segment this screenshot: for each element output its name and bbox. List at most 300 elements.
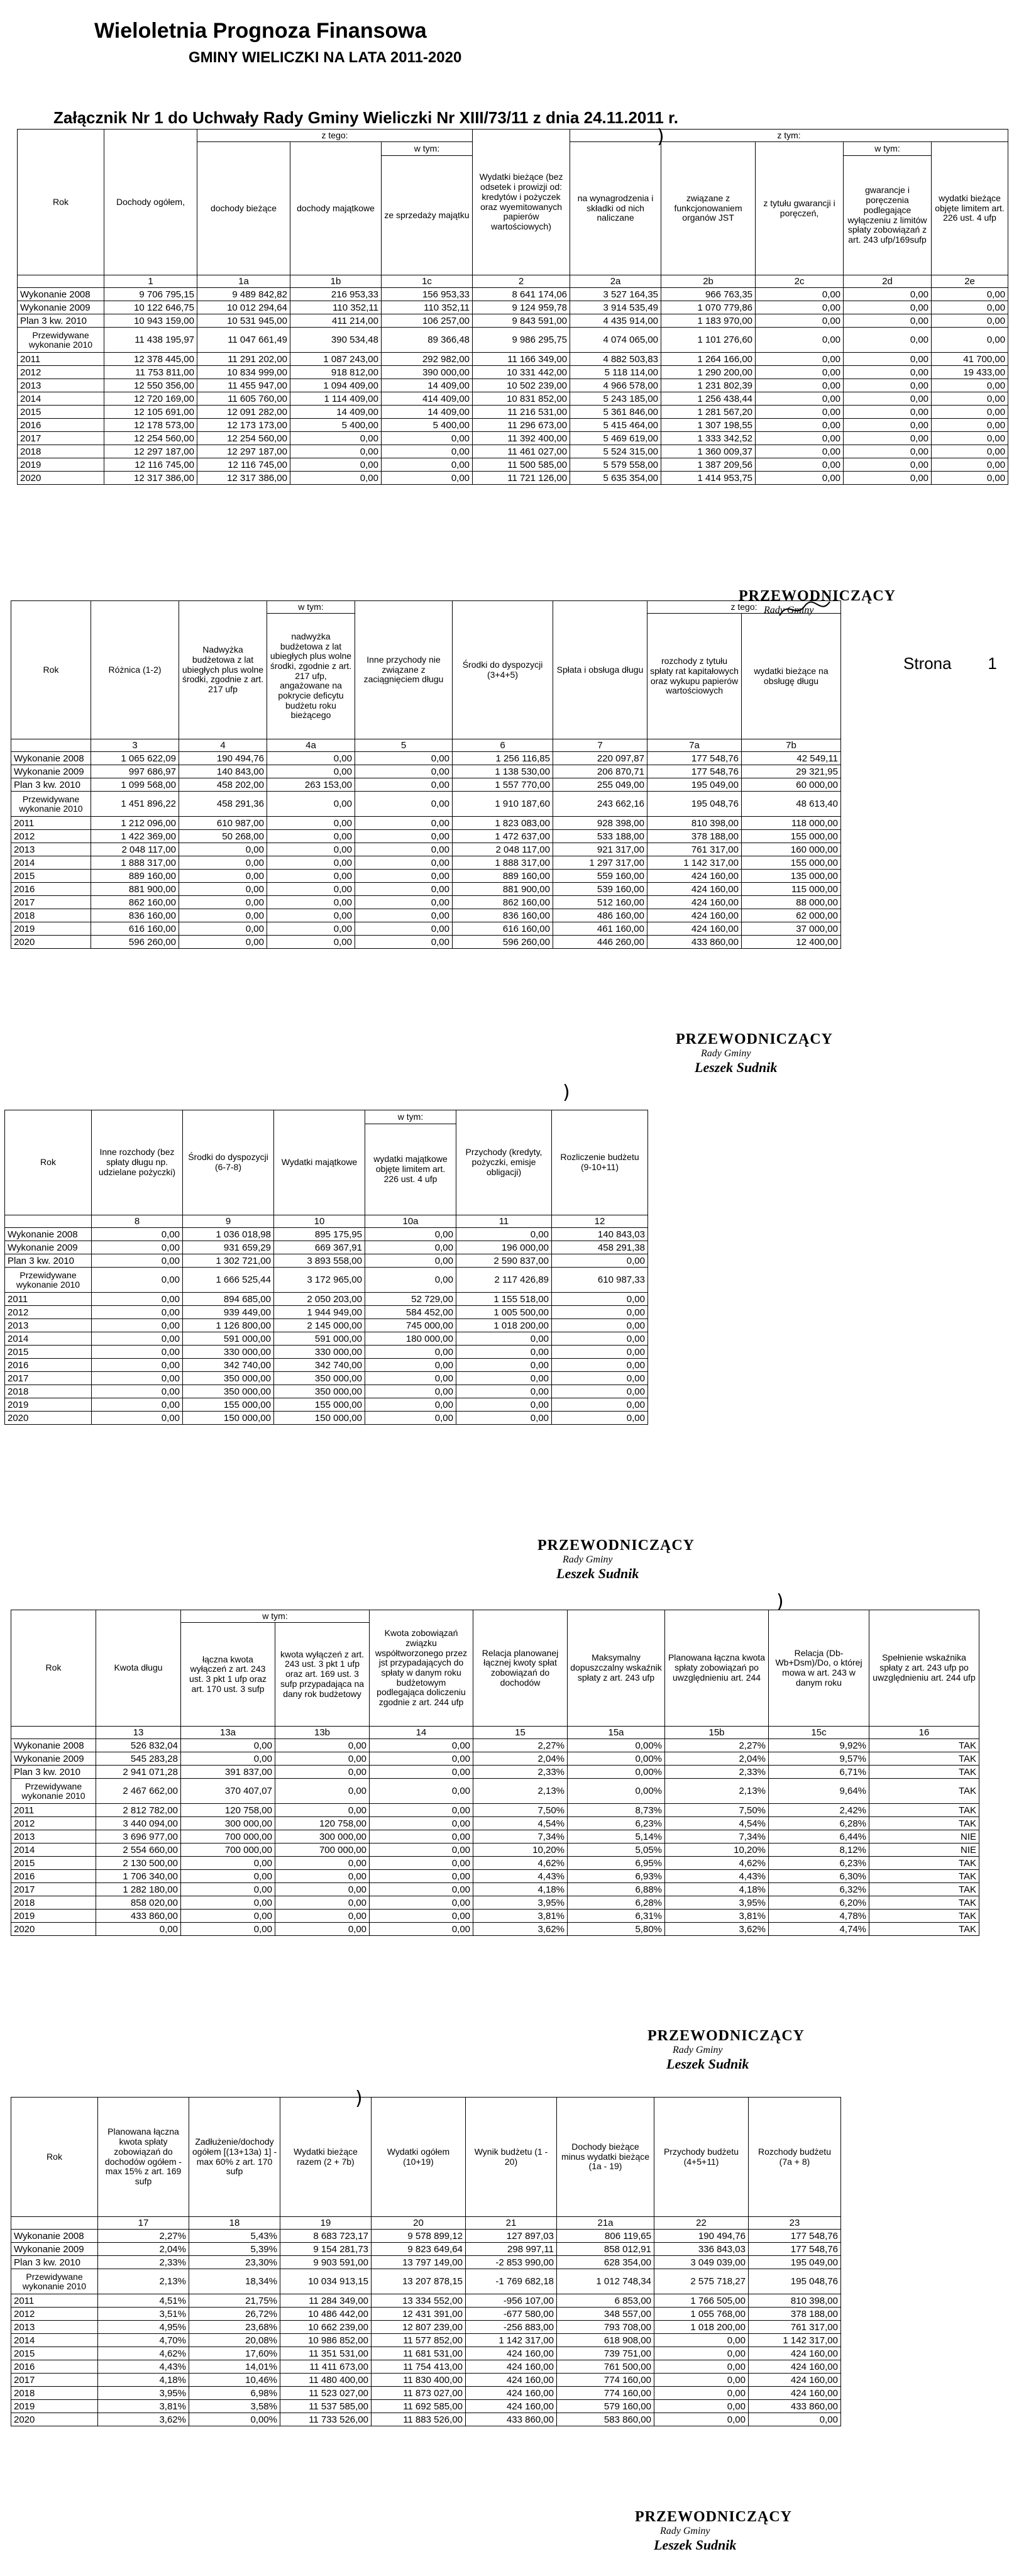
table-cell: 0,00: [654, 2360, 749, 2374]
table-cell: 11 721 126,00: [473, 472, 570, 485]
table-row: [11, 2347, 841, 2360]
table-cell: 4 435 914,00: [570, 314, 661, 328]
signature-council: Rady Gminy: [660, 2526, 710, 2536]
page-label: Strona: [903, 654, 952, 673]
table-cell: 433 860,00: [647, 936, 742, 949]
table-cell: 11 438 195,97: [104, 328, 197, 353]
table-cell: 10 834 999,00: [197, 366, 290, 379]
table-row: [11, 2360, 841, 2374]
table-cell: 0,00: [275, 1752, 370, 1766]
table-cell: 2 117 426,89: [456, 1268, 552, 1293]
signature-name: Leszek Sudnik: [695, 1059, 778, 1075]
table-cell: 10 486 442,00: [280, 2308, 372, 2321]
header-col-1c: ze sprzedaży majątku: [382, 156, 473, 275]
table-cell: 4 882 503,83: [570, 353, 661, 366]
table-cell: 11 455 947,00: [197, 379, 290, 392]
column-number-row: [11, 1727, 979, 1739]
col-number: 1: [104, 275, 197, 288]
table-cell: 1 888 317,00: [91, 856, 179, 870]
page-number: 1: [988, 654, 997, 673]
table-cell: 446 260,00: [553, 936, 647, 949]
table-cell: 263 153,00: [267, 778, 355, 792]
header-col-2c: z tytułu gwarancji i poręczeń,: [756, 142, 844, 275]
table-cell: 9 843 591,00: [473, 314, 570, 328]
header-col-1a: dochody bieżące: [197, 142, 290, 275]
table-cell: 3,58%: [189, 2400, 280, 2413]
table-cell: 135 000,00: [742, 870, 841, 883]
table-cell: 7,34%: [665, 1830, 769, 1844]
signature-council: Rady Gminy: [563, 1554, 613, 1565]
header-col-3: Różnica (1-2): [91, 601, 179, 739]
table-cell: 0,00: [267, 843, 355, 856]
table-cell: 0,00: [92, 1268, 183, 1293]
table-cell: 3 440 094,00: [96, 1817, 181, 1830]
row-label: 2017: [11, 2374, 98, 2387]
table-debt-service: [11, 600, 841, 949]
table-cell: 0,00: [370, 1844, 473, 1857]
table-cell: 11 500 585,00: [473, 458, 570, 472]
row-label: 2020: [11, 2413, 98, 2426]
table-cell: 810 398,00: [749, 2294, 841, 2308]
table-cell: 0,00: [844, 432, 932, 445]
table-cell: 0,00: [844, 472, 932, 485]
table-cell: 12 254 560,00: [197, 432, 290, 445]
table-cell: 11 873 027,00: [372, 2387, 466, 2400]
table-row: [11, 1923, 979, 1936]
header-rok: Rok: [18, 130, 104, 275]
row-label: 2019: [5, 1398, 92, 1412]
signature-block: [676, 1031, 833, 1076]
table-row: [11, 765, 841, 778]
col-number: 2a: [570, 275, 661, 288]
table-cell: 414 409,00: [382, 392, 473, 406]
col-number: 2: [473, 275, 570, 288]
table-cell: 5 415 464,00: [570, 419, 661, 432]
col-number: 20: [372, 2217, 466, 2230]
header-rok: Rok: [5, 1110, 92, 1215]
table-cell: 8 683 723,17: [280, 2230, 372, 2243]
table-cell: 1 005 500,00: [456, 1306, 552, 1319]
table-cell: 10,46%: [189, 2374, 280, 2387]
table-cell: 13 334 552,00: [372, 2294, 466, 2308]
table-cell: 11 754 413,00: [372, 2360, 466, 2374]
header-group-w-tym: w tym:: [365, 1110, 456, 1124]
table-cell: 2 467 662,00: [96, 1779, 181, 1804]
table-cell: 0,00: [275, 1739, 370, 1752]
col-number: 22: [654, 2217, 749, 2230]
table-cell: 881 900,00: [453, 883, 553, 896]
table-row: [18, 419, 1008, 432]
table-cell: 48 613,40: [742, 792, 841, 817]
table-row: [11, 1896, 979, 1910]
table-cell: 155 000,00: [742, 856, 841, 870]
table-cell: 2 048 117,00: [453, 843, 553, 856]
table-cell: 700 000,00: [275, 1844, 370, 1857]
table-cell: 9 706 795,15: [104, 288, 197, 301]
table-cell: 862 160,00: [91, 896, 179, 909]
header-col-11: Przychody (kredyty, pożyczki, emisje obligacji): [456, 1110, 552, 1215]
row-label: 2020: [5, 1412, 92, 1425]
table-cell: 2,33%: [473, 1766, 568, 1779]
table-cell: 0,00: [267, 883, 355, 896]
table-cell: 0,00: [92, 1228, 183, 1241]
table-cell: 0,00: [92, 1332, 183, 1346]
table-cell: 2,13%: [665, 1779, 769, 1804]
table-cell: 966 763,35: [661, 288, 756, 301]
table-cell: 700 000,00: [181, 1830, 275, 1844]
column-number-row: [11, 2217, 841, 2230]
table-cell: 13 797 149,00: [372, 2256, 466, 2269]
row-label: 2017: [11, 1883, 96, 1896]
row-label: 2014: [11, 2334, 98, 2347]
table-cell: 0,00: [844, 379, 932, 392]
table-cell: 0,00: [370, 1752, 473, 1766]
table-cell: 0,00: [932, 472, 1008, 485]
row-label: Wykonanie 2008: [11, 752, 91, 765]
table-cell: 342 740,00: [274, 1359, 365, 1372]
table-row: [11, 2374, 841, 2387]
row-label: 2019: [11, 922, 91, 936]
table-cell: 1 307 198,55: [661, 419, 756, 432]
col-number: 5: [355, 739, 453, 752]
table-cell: 106 257,00: [382, 314, 473, 328]
signature-title: PRZEWODNICZĄCY: [676, 1031, 834, 1048]
table-row: [11, 1870, 979, 1883]
row-label: 2018: [11, 2387, 98, 2400]
table-cell: 62 000,00: [742, 909, 841, 922]
header-col-15c: Relacja (Db-Wb+Dsm)/Do, o której mowa w art. 243 w danym roku: [769, 1610, 869, 1727]
header-col-13: Kwota długu: [96, 1610, 181, 1727]
table-cell: 1 333 342,52: [661, 432, 756, 445]
table-cell: 997 686,97: [91, 765, 179, 778]
table-cell: 0,00: [290, 432, 382, 445]
table-cell: 836 160,00: [453, 909, 553, 922]
table-cell: 3 696 977,00: [96, 1830, 181, 1844]
table-cell: 700 000,00: [181, 1844, 275, 1857]
table-cell: 0,00: [756, 379, 844, 392]
header-col-7a: rozchody z tytułu spłaty rat kapitałowych oraz wykupu papierów wartościowych: [647, 614, 742, 739]
table-row: [11, 2321, 841, 2334]
table-cell: 610 987,33: [552, 1268, 648, 1293]
table-cell: 931 659,29: [183, 1241, 274, 1254]
table-cell: 0,00: [355, 883, 453, 896]
table-cell: 12 116 745,00: [104, 458, 197, 472]
table-cell: 11 692 585,00: [372, 2400, 466, 2413]
header-col-20: Wydatki ogółem (10+19): [372, 2098, 466, 2217]
table-cell: 6 853,00: [557, 2294, 654, 2308]
col-number: 23: [749, 2217, 841, 2230]
row-label: Wykonanie 2008: [11, 2230, 98, 2243]
table-cell: 0,00: [365, 1346, 456, 1359]
table-cell: 881 900,00: [91, 883, 179, 896]
table-cell: 0,00%: [568, 1739, 665, 1752]
table-cell: 424 160,00: [466, 2387, 557, 2400]
row-label: 2020: [11, 936, 91, 949]
table-cell: 0,00: [355, 909, 453, 922]
table-row: [11, 752, 841, 765]
col-number: 21: [466, 2217, 557, 2230]
table-cell: 5,39%: [189, 2243, 280, 2256]
table-cell: 5,14%: [568, 1830, 665, 1844]
table-row: [11, 778, 841, 792]
table-cell: 0,00: [355, 856, 453, 870]
table-cell: 11 523 027,00: [280, 2387, 372, 2400]
header-col-15a: Maksymalny dopuszczalny wskaźnik spłaty z art. 243 ufp: [568, 1610, 665, 1727]
table-cell: 0,00: [552, 1306, 648, 1319]
table-cell: 120 758,00: [275, 1817, 370, 1830]
table-cell: 745 000,00: [365, 1319, 456, 1332]
table-cell: 894 685,00: [183, 1293, 274, 1306]
table-cell: 1 360 009,37: [661, 445, 756, 458]
table-cell: 858 012,91: [557, 2243, 654, 2256]
table-cell: 583 860,00: [557, 2413, 654, 2426]
table-cell: 424 160,00: [647, 922, 742, 936]
table-cell: 4,74%: [769, 1923, 869, 1936]
table-cell: 0,00: [267, 830, 355, 843]
table-cell: 11 291 202,00: [197, 353, 290, 366]
col-number: 10a: [365, 1215, 456, 1228]
table-row: [11, 2294, 841, 2308]
table-cell: 0,00: [456, 1228, 552, 1241]
header-col-16: Spełnienie wskaźnika spłaty z art. 243 ufp po uwzględnieniu art. 244 ufp: [869, 1610, 979, 1727]
row-label: 2019: [11, 1910, 96, 1923]
table-cell: 110 352,11: [290, 301, 382, 314]
table-cell: 9 124 959,78: [473, 301, 570, 314]
table-cell: 350 000,00: [183, 1385, 274, 1398]
table-cell: 424 160,00: [749, 2360, 841, 2374]
row-label: 2013: [5, 1319, 92, 1332]
table-cell: 1 183 970,00: [661, 314, 756, 328]
header-col-12: Rozliczenie budżetu (9-10+11): [552, 1110, 648, 1215]
table-cell: 0,00: [267, 792, 355, 817]
table-cell: 5 579 558,00: [570, 458, 661, 472]
row-label: Wykonanie 2008: [11, 1739, 96, 1752]
table-cell: 52 729,00: [365, 1293, 456, 1306]
header-col-2b: związane z funkcjonowaniem organów JST: [661, 142, 756, 275]
table-cell: 6,32%: [769, 1883, 869, 1896]
table-cell: 591 000,00: [183, 1332, 274, 1346]
signature-title: PRZEWODNICZĄCY: [537, 1537, 695, 1554]
table-cell: 0,00: [932, 406, 1008, 419]
table-cell: 1 065 622,09: [91, 752, 179, 765]
table-cell: 391 837,00: [181, 1766, 275, 1779]
table-cell: 1 036 018,98: [183, 1228, 274, 1241]
table-cell: 0,00: [267, 909, 355, 922]
table-cell: 120 758,00: [181, 1804, 275, 1817]
table-cell: 3,81%: [98, 2400, 189, 2413]
table-cell: 0,00: [932, 314, 1008, 328]
table-cell: 1 142 317,00: [749, 2334, 841, 2347]
table-cell: 1 126 800,00: [183, 1319, 274, 1332]
table-cell: 6,23%: [568, 1817, 665, 1830]
table-cell: 0,00: [844, 301, 932, 314]
col-number: 9: [183, 1215, 274, 1228]
table-cell: 88 000,00: [742, 896, 841, 909]
table-cell: 13 207 878,15: [372, 2269, 466, 2294]
table-cell: 1 256 116,85: [453, 752, 553, 765]
table-cell: 12 317 386,00: [197, 472, 290, 485]
table-cell: 3 914 535,49: [570, 301, 661, 314]
table-cell: 12 400,00: [742, 936, 841, 949]
table-cell: 0,00: [456, 1346, 552, 1359]
col-number: 15c: [769, 1727, 869, 1739]
table-cell: 370 407,07: [181, 1779, 275, 1804]
table-cell: 9 154 281,73: [280, 2243, 372, 2256]
table-cell: 1 256 438,44: [661, 392, 756, 406]
table-cell: 0,00: [456, 1359, 552, 1372]
col-number: 2e: [932, 275, 1008, 288]
row-label: Wykonanie 2008: [5, 1228, 92, 1241]
table-cell: 0,00: [365, 1254, 456, 1268]
table-row: [11, 2308, 841, 2321]
table-cell: 0,00: [844, 458, 932, 472]
col-number: 2c: [756, 275, 844, 288]
header-col-15b: Planowana łączna kwota spłaty zobowiązań po uwzględnieniu art. 244: [665, 1610, 769, 1727]
table-cell: 939 449,00: [183, 1306, 274, 1319]
table-row: [11, 792, 841, 817]
table-row: [11, 2334, 841, 2347]
table-cell: 42 549,11: [742, 752, 841, 765]
row-label: 2015: [11, 1857, 96, 1870]
table-cell: 1 055 768,00: [654, 2308, 749, 2321]
header-col-7b: wydatki bieżące na obsługę długu: [742, 614, 841, 739]
table-cell: 26,72%: [189, 2308, 280, 2321]
header-group-w-tym: w tym:: [382, 142, 473, 156]
table-cell: 10 502 239,00: [473, 379, 570, 392]
table-cell: 0,00: [756, 406, 844, 419]
table-cell: 9 986 295,75: [473, 328, 570, 353]
col-number: 7: [553, 739, 647, 752]
table-cell: 0,00: [179, 896, 267, 909]
table-row: [18, 458, 1008, 472]
header-group-z-tym: z tym:: [570, 130, 1008, 142]
table-cell: 3 172 965,00: [274, 1268, 365, 1293]
table-cell: 0,00: [932, 328, 1008, 353]
table-cell: 0,00: [844, 288, 932, 301]
table-cell: TAK: [869, 1910, 979, 1923]
table-cell: 150 000,00: [183, 1412, 274, 1425]
table-cell: 2,13%: [473, 1779, 568, 1804]
row-label: 2019: [18, 458, 104, 472]
table-row: [18, 392, 1008, 406]
table-cell: 0,00: [932, 379, 1008, 392]
table-cell: 7,50%: [665, 1804, 769, 1817]
table-cell: 0,00: [267, 870, 355, 883]
table-cell: 2,04%: [665, 1752, 769, 1766]
table-cell: 0,00: [275, 1923, 370, 1936]
table-cell: 216 953,33: [290, 288, 382, 301]
table-cell: 0,00: [370, 1779, 473, 1804]
table-cell: 2,04%: [473, 1752, 568, 1766]
table-cell: 0,00: [756, 353, 844, 366]
table-cell: 0,00: [552, 1385, 648, 1398]
table-cell: 0,00: [179, 856, 267, 870]
table-cell: 23,68%: [189, 2321, 280, 2334]
table-cell: TAK: [869, 1766, 979, 1779]
row-label: Wykonanie 2008: [18, 288, 104, 301]
table-cell: 424 160,00: [466, 2400, 557, 2413]
table-row: [11, 2256, 841, 2269]
signature-name: Leszek Sudnik: [556, 1566, 639, 1581]
table-cell: 9 578 899,12: [372, 2230, 466, 2243]
table-cell: 1 297 317,00: [553, 856, 647, 870]
table-cell: 19 433,00: [932, 366, 1008, 379]
table-cell: 1 387 209,56: [661, 458, 756, 472]
table-cell: 1 114 409,00: [290, 392, 382, 406]
table-cell: 10 943 159,00: [104, 314, 197, 328]
row-label: 2013: [11, 843, 91, 856]
table-row: [5, 1359, 648, 1372]
table-row: [11, 1752, 979, 1766]
table-cell: 0,00: [552, 1254, 648, 1268]
row-label: 2018: [11, 1896, 96, 1910]
header-col-6: Środki do dyspozycji (3+4+5): [453, 601, 553, 739]
table-cell: -1 769 682,18: [466, 2269, 557, 2294]
table-cell: 110 352,11: [382, 301, 473, 314]
table-cell: 0,00: [552, 1372, 648, 1385]
table-cell: 0,00: [365, 1359, 456, 1372]
table-cell: 8,73%: [568, 1804, 665, 1817]
table-cell: 8,12%: [769, 1844, 869, 1857]
table-cell: 12 116 745,00: [197, 458, 290, 472]
table-cell: 0,00: [844, 406, 932, 419]
table-cell: 0,00: [355, 817, 453, 830]
table-cell: 0,00: [290, 458, 382, 472]
table-row: [11, 1779, 979, 1804]
table-cell: 0,00: [844, 366, 932, 379]
table-cell: 11 166 349,00: [473, 353, 570, 366]
column-number-row: [11, 739, 841, 752]
row-label: 2012: [11, 1817, 96, 1830]
table-cell: 1 018 200,00: [456, 1319, 552, 1332]
signature-block: [647, 2028, 805, 2072]
header-col-7: Spłata i obsługa długu: [553, 601, 647, 739]
table-cell: 155 000,00: [742, 830, 841, 843]
row-label: 2015: [5, 1346, 92, 1359]
table-cell: 0,00: [756, 314, 844, 328]
table-cell: 433 860,00: [96, 1910, 181, 1923]
table-row: [11, 2243, 841, 2256]
table-cell: 0,00: [181, 1857, 275, 1870]
table-cell: 0,00: [456, 1412, 552, 1425]
table-cell: 220 097,87: [553, 752, 647, 765]
table-cell: 3 049 039,00: [654, 2256, 749, 2269]
table-cell: 0,00: [932, 458, 1008, 472]
table-cell: 0,00: [932, 445, 1008, 458]
table-cell: 1 155 518,00: [456, 1293, 552, 1306]
table-cell: 2 050 203,00: [274, 1293, 365, 1306]
table-cell: 3,62%: [473, 1923, 568, 1936]
table-cell: 0,00: [365, 1228, 456, 1241]
row-label: Plan 3 kw. 2010: [11, 778, 91, 792]
row-label: 2016: [11, 883, 91, 896]
row-label: Wykonanie 2009: [11, 2243, 98, 2256]
table-cell: 4,70%: [98, 2334, 189, 2347]
table-debt-indicators: [11, 1610, 979, 1936]
table-cell: 300 000,00: [181, 1817, 275, 1830]
table-cell: 895 175,95: [274, 1228, 365, 1241]
table-cell: 0,00: [179, 883, 267, 896]
table-row: [18, 353, 1008, 366]
table-row: [18, 379, 1008, 392]
table-cell: 0,00: [370, 1830, 473, 1844]
table-cell: 0,00: [179, 922, 267, 936]
table-cell: 3,62%: [665, 1923, 769, 1936]
header-col-15: Relacja planowanej łącznej kwoty spłat zobowiązań do dochodów: [473, 1610, 568, 1727]
table-cell: 0,00: [552, 1359, 648, 1372]
table-cell: 0,00: [932, 301, 1008, 314]
table-row: [11, 922, 841, 936]
